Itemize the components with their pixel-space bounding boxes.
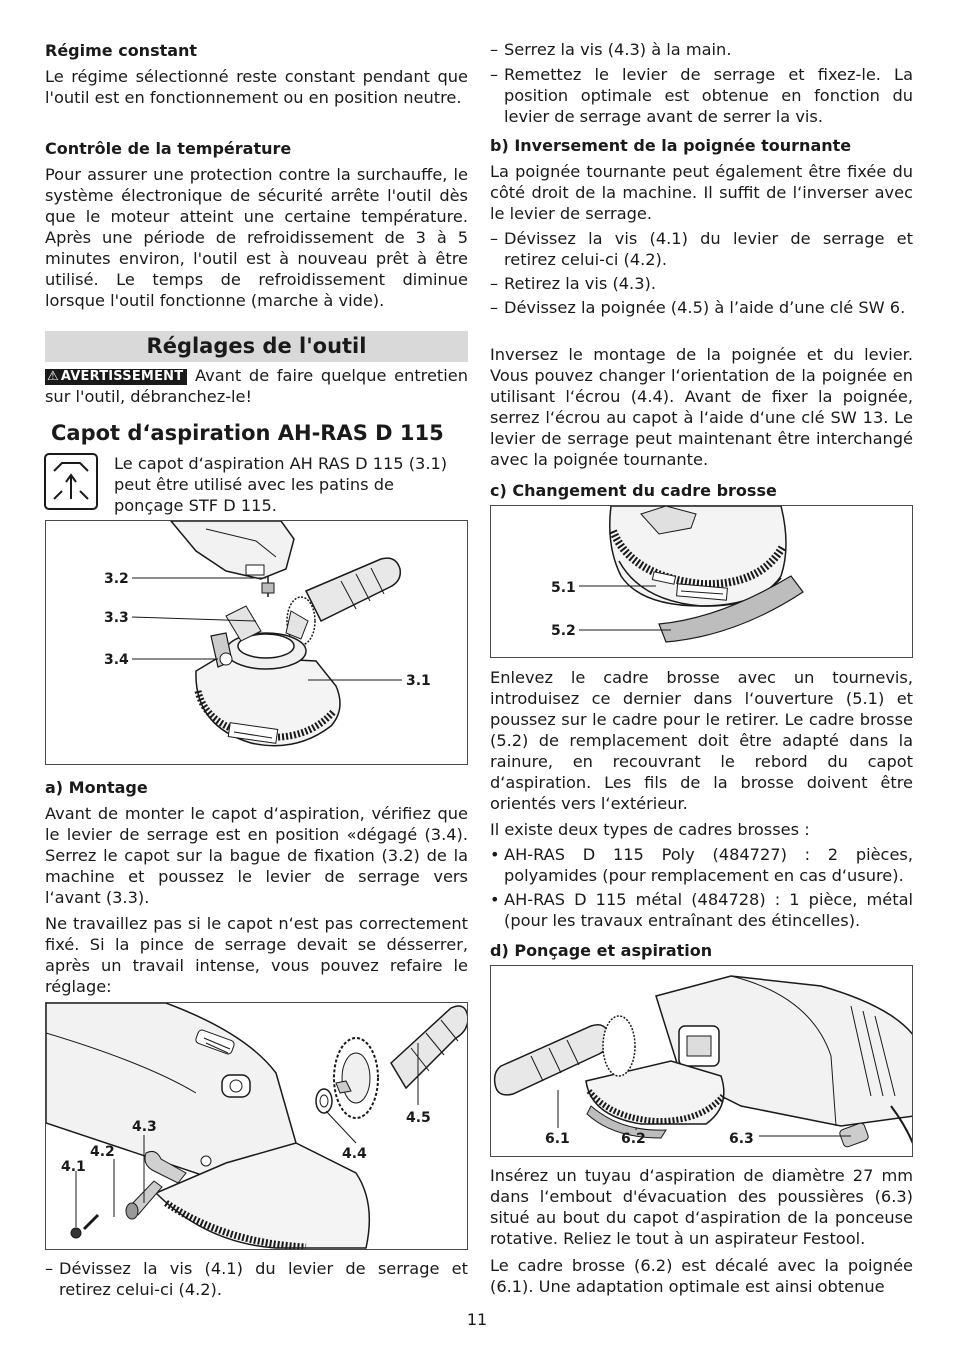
temp-text: Pour assurer une protection contre la surchauffe, le système électronique de sécurité arrête l'outil dès que le moteur atteint une certaine température. Après une période de refroidissement de 3 à 5 minutes environ, l'outil est à nouveau prêt à être utilisé. Le temps de refroidissement diminue lorsque l'outil fonctionne (marche à vide). — [45, 165, 468, 310]
fig1-label-3-4: 3.4 — [104, 652, 129, 668]
right-list-item-1: – Serrez la vis (4.3) à la main. — [490, 40, 732, 59]
warning-icon: ⚠ — [47, 369, 59, 384]
montage-text-2: Ne travaillez pas si le capot n‘est pas correctement fixé. Si la pince de serrage devait se désserrer, après un travail intense, vous pouvez refaire le réglage: — [45, 914, 468, 996]
inv-text-2: Inversez le montage de la poignée et du levier. Vous pouvez changer l‘orientation de la poignée en utilisant l‘écrou (4.4). Avant de fixer la poignée, serrez l‘écrou au capot à l‘aide d‘une clé SW 13. Le levier de serrage peut maintenant être interchangé avec la poignée tournante. — [490, 345, 913, 469]
fig3-label-5-1: 5.1 — [551, 580, 576, 596]
section-header — [45, 331, 468, 362]
brosse-title: c) Changement du cadre brosse — [490, 481, 777, 500]
poncage-text-2: Le cadre brosse (6.2) est décalé avec la poignée (6.1). Une adaptation optimale est ainsi obtenue — [490, 1256, 913, 1296]
fig4-label-6-1: 6.1 — [545, 1131, 570, 1147]
fig4-label-6-2: 6.2 — [621, 1131, 646, 1147]
fig2-label-4-5: 4.5 — [406, 1110, 431, 1126]
temp-title: Contrôle de la température — [45, 139, 292, 158]
fig2-label-4-4: 4.4 — [342, 1146, 367, 1162]
inv-item-3: – Dévissez la poignée (4.5) à l’aide d’une clé SW 6. — [490, 298, 906, 317]
warning-text: Avant de faire quelque entretien sur l'outil, débranchez-le! — [45, 366, 468, 406]
fig4-label-6-3: 6.3 — [729, 1131, 754, 1147]
figure-handle-disassembly — [45, 1002, 468, 1250]
page-number: 11 — [466, 1310, 488, 1329]
montage-title: a) Montage — [45, 778, 148, 797]
types-item-2: • AH-RAS D 115 métal (484728) : 1 pièce, métal (pour les travaux entraînant des étincelles). — [490, 890, 913, 930]
regime-text: Le régime sélectionné reste constant pendant que l'outil est en fonctionnement ou en position neutre. — [45, 67, 468, 107]
warning-label: AVERTISSEMENT — [60, 369, 184, 384]
fig2-label-4-1: 4.1 — [61, 1159, 86, 1175]
fig1-label-3-3: 3.3 — [104, 610, 129, 626]
warning-paragraph — [45, 365, 468, 407]
types-text: Il existe deux types de cadres brosses : — [490, 820, 810, 839]
figure-sanding-aspiration — [490, 965, 913, 1157]
brosse-text: Enlevez le cadre brosse avec un tournevis, introduisez ce dernier dans l‘ouverture (5.1) et poussez sur le cadre pour le retirer. Le cadre brosse (5.2) de remplacement doit être adapté dans la rainure, en recouvrant le rebord du capot d‘aspiration. Les fils de la brosse doivent être orientés vers l‘extérieur. — [490, 668, 913, 813]
inv-text: La poignée tournante peut également être fixée du côté droit de la machine. Il suffit de l‘inverser avec le levier de serrage. — [490, 162, 913, 223]
right-list-item-2: – Remettez le levier de serrage et fixez-le. La position optimale est obtenue en fonction du levier de serrage avant de serrer la vis. — [490, 65, 913, 126]
left-list-item: – Dévissez la vis (4.1) du levier de serrage et retirez celui-ci (4.2). — [45, 1259, 468, 1299]
inv-item-1: – Dévissez la vis (4.1) du levier de serrage et retirez celui-ci (4.2). — [490, 229, 913, 269]
fig2-label-4-2: 4.2 — [90, 1144, 115, 1160]
fig1-label-3-2: 3.2 — [104, 571, 129, 587]
warning-badge — [45, 369, 187, 385]
figure-capot-assembly — [45, 520, 468, 765]
poncage-text-1: Insérez un tuyau d‘aspiration de diamètre 27 mm dans l‘embout d'évacuation des poussières (6.3) situé au bout du capot d‘aspiration de la ponceuse rotative. Reliez le tout à un aspirateur Festool. — [490, 1166, 913, 1248]
montage-text-1: Avant de monter le capot d‘aspiration, vérifiez que le levier de serrage est en position «dégagé (3.4). Serrez le capot sur la bague de fixation (3.2) de la machine et poussez le levier de serrage vers l‘avant (3.3). — [45, 804, 468, 907]
fig3-label-5-2: 5.2 — [551, 623, 576, 639]
regime-title: Régime constant — [45, 41, 198, 60]
section-title: Réglages de l'outil — [146, 334, 367, 358]
fig2-label-4-3: 4.3 — [132, 1119, 157, 1135]
inv-title: b) Inversement de la poignée tournante — [490, 136, 852, 155]
figure-brush-frame — [490, 505, 913, 658]
types-item-1: • AH-RAS D 115 Poly (484727) : 2 pièces, polyamides (pour remplacement en cas d‘usure). — [490, 845, 913, 885]
poncage-title: d) Ponçage et aspiration — [490, 941, 713, 960]
fig1-label-3-1: 3.1 — [406, 673, 431, 689]
capot-text: Le capot d‘aspiration AH RAS D 115 (3.1) peut être utilisé avec les patins de ponçage STF D 115. — [114, 454, 448, 515]
inv-item-2: – Retirez la vis (4.3). — [490, 274, 656, 293]
sanding-direction-icon — [44, 453, 98, 510]
capot-title: Capot d‘aspiration AH-RAS D 115 — [51, 421, 444, 445]
